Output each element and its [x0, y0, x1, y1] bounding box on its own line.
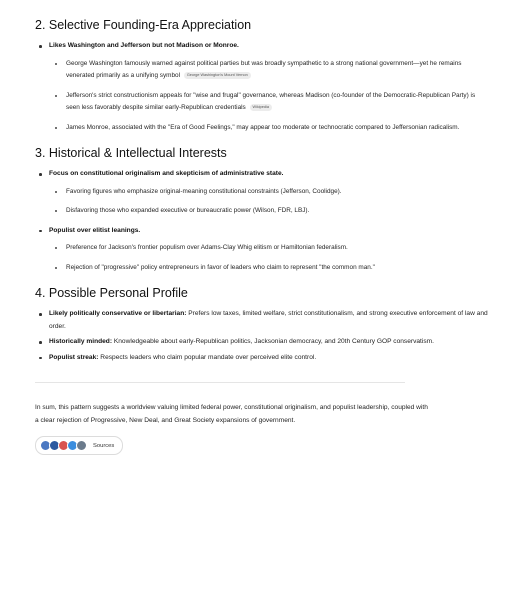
section-3-list — [35, 168, 490, 274]
section-4-heading: 4. Possible Personal Profile — [35, 286, 188, 300]
item-text: James Monroe, associated with the "Era of Good Feelings," may appear too moderate or technocratic compared to Jeffersonian radicalism. — [66, 123, 460, 131]
item-label: Populist over elitist leanings. — [49, 226, 141, 234]
item-label: Historically minded: — [49, 338, 113, 345]
list-item — [49, 336, 490, 349]
citation-chip[interactable]: Wikipedia — [250, 104, 272, 111]
item-text: George Washington famously warned against political parties but was broadly sympathetic to a strong national government—yet he remains venerated primarily as a unifying symbol — [66, 59, 462, 79]
sources-button[interactable] — [35, 436, 123, 455]
list-item — [49, 225, 490, 275]
divider — [35, 382, 405, 383]
item-label: Populist streak: — [49, 353, 99, 361]
list-item — [66, 186, 490, 199]
list-item — [49, 352, 490, 365]
item-label: Likes Washington and Jefferson but not Madison or Monroe. — [49, 42, 239, 49]
list-item — [49, 168, 490, 218]
item-label: Focus on constitutional originalism and skepticism of administrative state. — [49, 170, 284, 177]
list-item — [49, 308, 490, 333]
item-text: Prefers low taxes, limited welfare, strict constitutionalism, and strong executive enforcement of law and order. — [49, 310, 488, 330]
item-text: Disfavoring those who expanded executive or bureaucratic power (Wilson, FDR, LBJ). — [66, 207, 310, 214]
list-item — [66, 58, 490, 83]
sub-list — [49, 242, 490, 274]
citation-chip[interactable]: George Washington's Mount Vernon — [184, 72, 251, 79]
section-4-list — [35, 308, 490, 364]
source-favicon-icon — [76, 440, 87, 451]
list-item — [66, 122, 490, 135]
item-text: Rejection of "progressive" policy entrepreneurs in favor of leaders who claim to represent "the common man." — [66, 263, 375, 271]
list-item — [66, 262, 490, 275]
summary-paragraph: In sum, this pattern suggests a worldview valuing limited federal power, constitutional originalism, and populist leadership, coupled with a clear rejection of Progressive, New Deal, and Great Society expansions of government. — [35, 404, 428, 424]
section-2-heading: 2. Selective Founding-Era Appreciation — [35, 18, 252, 32]
list-item — [66, 242, 490, 255]
sources-label: Sources — [93, 442, 115, 449]
section-2-list — [35, 40, 490, 134]
item-text: Knowledgeable about early-Republican politics, Jacksonian democracy, and 20th Century GOP conservatism. — [112, 338, 434, 345]
item-text: Respects leaders who claim popular mandate over perceived elite control. — [98, 353, 317, 361]
list-item — [66, 205, 490, 218]
list-item — [66, 90, 490, 115]
item-text: Preference for Jackson's frontier populism over Adams-Clay Whig elitism or Hamiltonian federalism. — [66, 244, 348, 251]
section-3-heading: 3. Historical & Intellectual Interests — [35, 146, 227, 160]
sub-list — [49, 58, 490, 135]
item-text: Jefferson's strict constructionism appeals for "wise and frugal" governance, whereas Madison (co-founder of the Democratic-Republican Party) is seen less favorably despite similar early-Republican credentials — [66, 91, 476, 111]
item-label: Likely politically conservative or libertarian: — [49, 310, 187, 317]
sub-list — [49, 186, 490, 218]
item-text: Favoring figures who emphasize original-meaning constitutional constraints (Jefferson, Coolidge). — [66, 187, 342, 195]
list-item — [49, 40, 490, 134]
